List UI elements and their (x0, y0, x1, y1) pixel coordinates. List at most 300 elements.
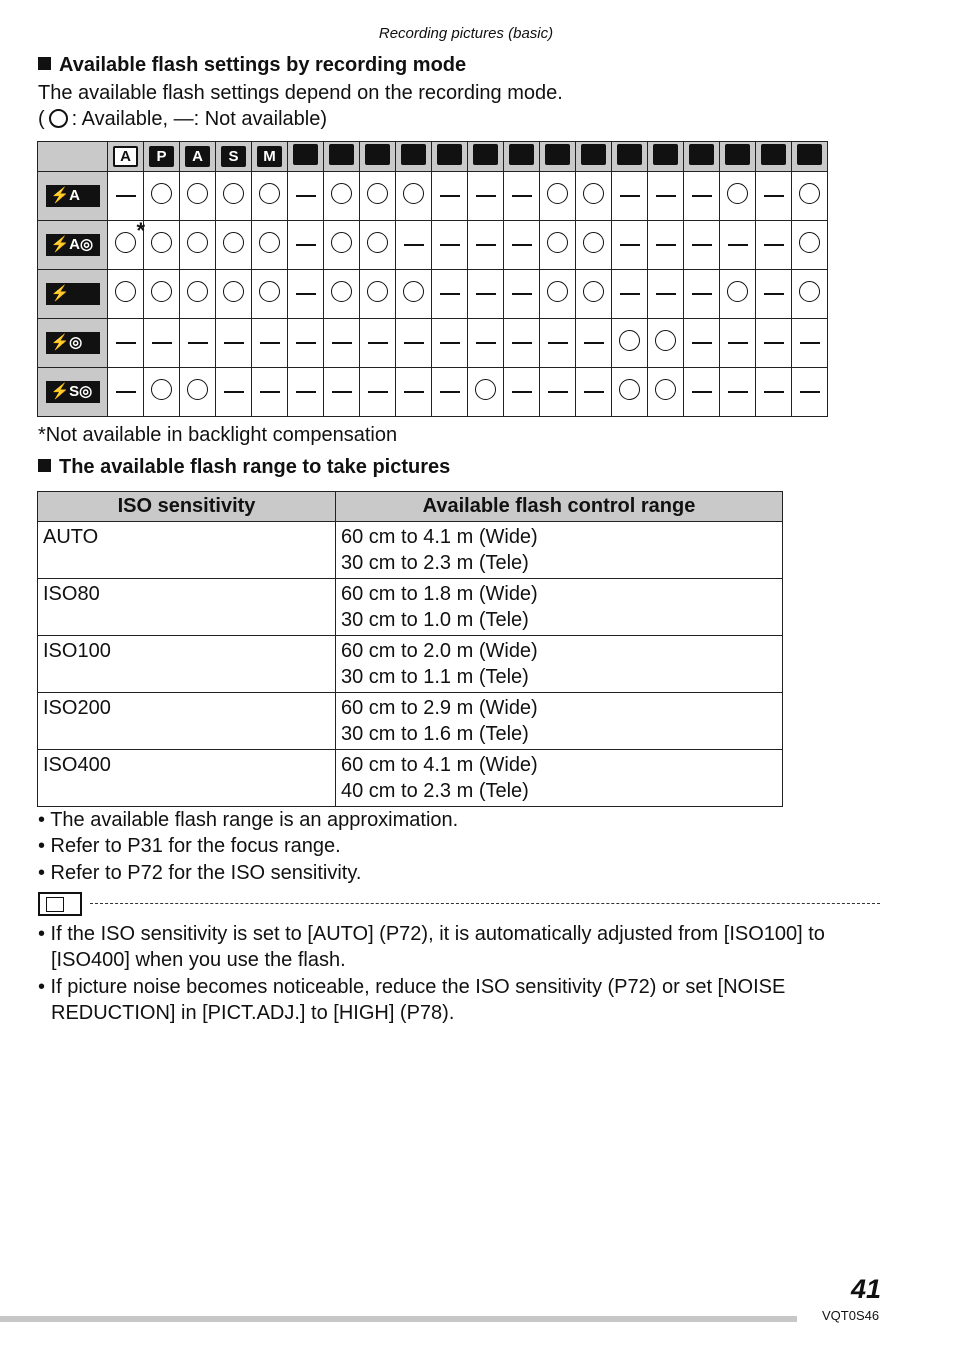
not-available-dash (296, 293, 316, 295)
flash-mode-table (37, 141, 828, 417)
flash-mode-label (38, 172, 108, 221)
flash-availability-cell (180, 270, 216, 319)
flash-availability-cell (612, 319, 648, 368)
flash-availability-cell (720, 270, 756, 319)
flash-availability-cell (108, 218, 145, 270)
flash-availability-cell (612, 221, 648, 270)
flash-availability-cell (396, 221, 432, 270)
flash-availability-cell (144, 368, 180, 417)
mode-header-cell (648, 142, 684, 172)
not-available-dash (512, 244, 532, 246)
flash-availability-cell (144, 270, 180, 319)
not-available-dash (332, 391, 352, 393)
not-available-dash (116, 342, 136, 344)
flash-availability-cell (504, 319, 540, 368)
flash-availability-cell (468, 172, 504, 221)
flash-availability-cell (648, 368, 684, 417)
flash-availability-cell (252, 368, 288, 417)
flash-availability-cell (576, 368, 612, 417)
not-available-dash (620, 244, 640, 246)
not-available-dash (116, 391, 136, 393)
flash-availability-cell (396, 270, 432, 319)
sports-icon (365, 144, 390, 165)
section-header: Recording pictures (basic) (378, 25, 554, 42)
not-available-dash (764, 342, 784, 344)
not-available-dash (260, 391, 280, 393)
flash-mode-icon: ⚡S◎ (46, 381, 100, 403)
note-noise: • If picture noise becomes noticeable, reduce the ISO sensitivity (P72) or set [NOISE REDUCTION] in [PICT.ADJ.] to [HIGH] (P78). (38, 976, 786, 1024)
flash-availability-cell (540, 319, 576, 368)
flash-availability-cell (108, 319, 144, 368)
not-available-dash (620, 195, 640, 197)
available-circle-icon (223, 232, 244, 253)
flash-availability-cell (252, 270, 288, 319)
flash-mode-label (38, 221, 108, 270)
mode-header-cell (756, 142, 792, 172)
flash-availability-cell (720, 319, 756, 368)
not-available-dash (512, 342, 532, 344)
available-circle-icon (187, 232, 208, 253)
flash-availability-cell (252, 221, 288, 270)
flash-availability-cell (288, 368, 324, 417)
self-portrait-icon (797, 144, 822, 165)
mode-header-cell (792, 142, 828, 172)
flash-availability-cell (540, 368, 576, 417)
mode-header-cell (504, 142, 540, 172)
flash-mode-icon: ⚡◎ (46, 332, 100, 354)
not-available-dash (692, 244, 712, 246)
available-circle-icon (547, 281, 568, 302)
flash-availability-cell (648, 172, 684, 221)
flash-mode-label (38, 270, 108, 319)
flash-availability-cell (144, 172, 180, 221)
not-available-dash (728, 342, 748, 344)
bullet-focus-range: • Refer to P31 for the focus range. (38, 835, 341, 857)
not-available-dash (476, 342, 496, 344)
available-circle-icon (403, 281, 424, 302)
flash-availability-cell (468, 270, 504, 319)
iso-cell: ISO80 (38, 579, 336, 636)
not-available-dash (692, 391, 712, 393)
flash-mode-row (38, 172, 828, 221)
note-divider (90, 903, 880, 904)
not-available-dash (116, 195, 136, 197)
wide-range: 60 cm to 4.1 m (Wide) (341, 526, 538, 548)
flash-availability-cell (432, 270, 468, 319)
flash-availability-cell (792, 270, 828, 319)
not-available-dash (476, 195, 496, 197)
flash-mode-label (38, 368, 108, 417)
available-circle-icon (151, 379, 172, 400)
page-number: 41 (851, 1274, 882, 1304)
flash-availability-cell (144, 221, 180, 270)
available-circle-icon (619, 330, 640, 351)
not-available-dash (440, 293, 460, 295)
flash-mode-label (38, 319, 108, 368)
not-available-dash (584, 342, 604, 344)
flash-availability-cell (648, 221, 684, 270)
table-corner (38, 142, 108, 172)
available-circle-icon (403, 183, 424, 204)
available-circle-icon (799, 183, 820, 204)
mode-header-cell (612, 142, 648, 172)
not-available-dash (692, 342, 712, 344)
flash-availability-cell (756, 319, 792, 368)
wide-range: 60 cm to 2.9 m (Wide) (341, 697, 538, 719)
available-circle-icon (799, 281, 820, 302)
note-icon (38, 892, 82, 916)
available-circle-icon (619, 379, 640, 400)
flash-availability-cell (720, 172, 756, 221)
flash-availability-cell (324, 221, 360, 270)
mode-header-cell (144, 142, 180, 172)
flash-availability-cell (648, 319, 684, 368)
available-circle-icon (187, 183, 208, 204)
not-available-dash (764, 391, 784, 393)
iso-cell: AUTO (38, 522, 336, 579)
not-available-dash (440, 342, 460, 344)
flash-availability-cell (324, 368, 360, 417)
not-available-dash (296, 244, 316, 246)
flash-availability-cell (504, 270, 540, 319)
not-available-dash (260, 342, 280, 344)
night-portrait-icon (473, 144, 498, 165)
available-circle-icon (115, 281, 136, 302)
flash-availability-cell (612, 172, 648, 221)
available-circle-icon (49, 109, 68, 128)
not-available-dash (296, 391, 316, 393)
wide-range: 60 cm to 1.8 m (Wide) (341, 583, 538, 605)
not-available-dash (296, 342, 316, 344)
available-circle-icon (799, 232, 820, 253)
flash-availability-cell (216, 172, 252, 221)
mode-header-cell (324, 142, 360, 172)
not-available-dash (656, 195, 676, 197)
not-available-dash (656, 244, 676, 246)
available-circle-icon (187, 281, 208, 302)
flash-availability-cell (324, 172, 360, 221)
not-available-dash (224, 391, 244, 393)
flash-availability-cell (288, 270, 324, 319)
flash-availability-cell (756, 368, 792, 417)
flash-availability-cell (252, 319, 288, 368)
mode-s-icon: S (221, 146, 246, 167)
available-circle-icon (583, 281, 604, 302)
night-scenery-icon (509, 144, 534, 165)
available-circle-icon (259, 232, 280, 253)
flash-availability-cell (684, 368, 720, 417)
fireworks-icon (617, 144, 642, 165)
not-available-dash (728, 244, 748, 246)
flash-availability-cell (612, 270, 648, 319)
iso-header: ISO sensitivity (38, 492, 336, 522)
document-code: VQT0S46 (822, 1308, 880, 1323)
not-available-dash (584, 391, 604, 393)
flash-availability-cell (396, 172, 432, 221)
available-circle-icon (331, 281, 352, 302)
mode-m-icon: M (257, 146, 282, 167)
flash-availability-cell (288, 221, 324, 270)
flash-availability-cell (612, 368, 648, 417)
flash-availability-cell (540, 270, 576, 319)
flash-range-heading: The available flash range to take pictures (38, 456, 450, 479)
range-cell (336, 750, 783, 807)
flash-availability-cell (468, 368, 504, 417)
flash-availability-cell (180, 221, 216, 270)
available-circle-icon (367, 183, 388, 204)
backlight-footnote: *Not available in backlight compensation (38, 424, 398, 446)
flash-availability-cell (360, 172, 396, 221)
not-available-dash (224, 342, 244, 344)
wide-range: 60 cm to 2.0 m (Wide) (341, 640, 538, 662)
not-available-dash (692, 293, 712, 295)
not-available-dash (656, 293, 676, 295)
flash-availability-cell (756, 172, 792, 221)
mode-header-cell (360, 142, 396, 172)
flash-availability-cell (216, 270, 252, 319)
scenery-icon (437, 144, 462, 165)
flash-availability-cell (792, 221, 828, 270)
flash-availability-cell (396, 368, 432, 417)
flash-availability-cell (108, 368, 144, 417)
not-available-dash (800, 342, 820, 344)
flash-mode-icon: ⚡ (46, 283, 100, 305)
mode-header-cell (180, 142, 216, 172)
flash-availability-cell (360, 221, 396, 270)
square-bullet-icon (38, 459, 51, 472)
not-available-dash (368, 342, 388, 344)
not-available-dash (512, 293, 532, 295)
not-available-dash (476, 244, 496, 246)
table-row (38, 693, 783, 750)
flash-availability-cell (648, 270, 684, 319)
not-available-dash (692, 195, 712, 197)
flash-availability-cell (432, 221, 468, 270)
available-circle-icon (727, 281, 748, 302)
flash-availability-cell (468, 319, 504, 368)
flash-availability-cell (792, 172, 828, 221)
not-available-dash (620, 293, 640, 295)
available-circle-icon (655, 379, 676, 400)
party-icon (545, 144, 570, 165)
not-available-dash (440, 391, 460, 393)
available-circle-icon (367, 232, 388, 253)
mode-header-cell (540, 142, 576, 172)
not-available-dash (476, 293, 496, 295)
flash-availability-cell (684, 221, 720, 270)
flash-availability-cell (720, 368, 756, 417)
flash-availability-cell (288, 319, 324, 368)
flash-availability-cell (432, 172, 468, 221)
available-circle-icon (367, 281, 388, 302)
not-available-dash (548, 342, 568, 344)
note-iso-auto: • If the ISO sensitivity is set to [AUTO] (P72), it is automatically adjusted from [ISO100] to [ISO400] when you use the flash. (38, 923, 825, 971)
flash-availability-cell (504, 368, 540, 417)
flash-settings-intro: The available flash settings depend on the recording mode. (38, 82, 563, 104)
not-available-dash (512, 195, 532, 197)
not-available-dash (728, 391, 748, 393)
flash-availability-cell (684, 270, 720, 319)
available-circle-icon (151, 183, 172, 204)
flash-availability-cell (108, 172, 144, 221)
flash-availability-cell (216, 319, 252, 368)
iso-cell: ISO200 (38, 693, 336, 750)
film-icon (293, 144, 318, 165)
flash-availability-cell (360, 368, 396, 417)
mode-header-cell (576, 142, 612, 172)
flash-availability-cell (360, 319, 396, 368)
portrait-icon (329, 144, 354, 165)
flash-availability-cell (144, 319, 180, 368)
flash-availability-cell (576, 319, 612, 368)
available-circle-icon (151, 232, 172, 253)
available-circle-icon (331, 183, 352, 204)
flash-availability-cell (216, 221, 252, 270)
not-available-dash (332, 342, 352, 344)
available-circle-icon (331, 232, 352, 253)
flash-availability-cell (108, 270, 144, 319)
not-available-dash (764, 293, 784, 295)
flash-availability-cell (576, 221, 612, 270)
flash-availability-cell (216, 368, 252, 417)
mode-p-icon: P (149, 146, 174, 167)
tele-range: 30 cm to 2.3 m (Tele) (341, 552, 529, 574)
flash-legend: ( : Available, —: Not available) (38, 108, 327, 130)
flash-availability-cell (468, 221, 504, 270)
flash-availability-cell (360, 270, 396, 319)
not-available-dash (188, 342, 208, 344)
baby-icon (725, 144, 750, 165)
flash-availability-cell (432, 319, 468, 368)
flash-range-table (37, 491, 783, 807)
bullet-iso-ref: • Refer to P72 for the ISO sensitivity. (38, 862, 362, 884)
table-row (38, 636, 783, 693)
flash-availability-cell (180, 368, 216, 417)
flash-availability-cell (684, 319, 720, 368)
not-available-dash (764, 244, 784, 246)
mode-header-cell (720, 142, 756, 172)
not-available-dash (440, 195, 460, 197)
flash-availability-cell (576, 172, 612, 221)
starry-sky-icon (761, 144, 786, 165)
flash-availability-cell (180, 319, 216, 368)
available-circle-icon (151, 281, 172, 302)
candle-light-icon (581, 144, 606, 165)
flash-availability-cell (684, 172, 720, 221)
flash-mode-row (38, 270, 828, 319)
flash-availability-cell (288, 172, 324, 221)
cocktail-icon (653, 144, 678, 165)
flash-availability-cell (396, 319, 432, 368)
not-available-dash (404, 244, 424, 246)
flash-availability-cell (756, 270, 792, 319)
mode-header-cell (396, 142, 432, 172)
mode-a-icon: A (185, 146, 210, 167)
available-circle-icon (259, 183, 280, 204)
mode-header-cell (468, 142, 504, 172)
tele-range: 30 cm to 1.6 m (Tele) (341, 723, 529, 745)
mode-header-cell (216, 142, 252, 172)
flash-availability-cell (504, 172, 540, 221)
flash-availability-cell (504, 221, 540, 270)
available-circle-icon (475, 379, 496, 400)
flash-mode-row (38, 368, 828, 417)
mode-header-cell (252, 142, 288, 172)
table-row (38, 522, 783, 579)
mode-a-icon: A (113, 146, 138, 167)
available-circle-icon (259, 281, 280, 302)
flash-mode-row (38, 221, 828, 270)
snow-icon (689, 144, 714, 165)
flash-settings-heading: Available flash settings by recording mode (38, 54, 466, 77)
food-icon (401, 144, 426, 165)
range-cell (336, 522, 783, 579)
flash-mode-icon: ⚡A◎ (46, 234, 100, 256)
not-available-dash (548, 391, 568, 393)
mode-header-cell (684, 142, 720, 172)
table-header-row (38, 492, 783, 522)
table-row (38, 579, 783, 636)
available-circle-icon (583, 232, 604, 253)
mode-header-cell (108, 142, 144, 172)
range-cell (336, 636, 783, 693)
wide-range: 60 cm to 4.1 m (Wide) (341, 754, 538, 776)
flash-availability-cell (324, 270, 360, 319)
flash-availability-cell (324, 319, 360, 368)
available-circle-icon (655, 330, 676, 351)
available-circle-icon (727, 183, 748, 204)
tele-range: 30 cm to 1.1 m (Tele) (341, 666, 529, 688)
not-available-dash (440, 244, 460, 246)
footer-bar (0, 1316, 797, 1322)
flash-mode-icon: ⚡A (46, 185, 100, 207)
available-circle-icon (223, 281, 244, 302)
flash-availability-cell (756, 221, 792, 270)
tele-range: 30 cm to 1.0 m (Tele) (341, 609, 529, 631)
flash-availability-cell (180, 172, 216, 221)
table-row (38, 750, 783, 807)
available-circle-icon (583, 183, 604, 204)
available-circle-icon (115, 232, 136, 253)
range-cell (336, 693, 783, 750)
asterisk-mark: * (136, 218, 145, 243)
square-bullet-icon (38, 57, 51, 70)
flash-availability-cell (540, 172, 576, 221)
flash-availability-cell (576, 270, 612, 319)
bullet-approximation: • The available flash range is an approximation. (38, 809, 459, 831)
range-cell (336, 579, 783, 636)
not-available-dash (404, 342, 424, 344)
available-circle-icon (223, 183, 244, 204)
flash-availability-cell (792, 319, 828, 368)
not-available-dash (800, 391, 820, 393)
available-circle-icon (547, 232, 568, 253)
not-available-dash (368, 391, 388, 393)
iso-cell: ISO400 (38, 750, 336, 807)
flash-availability-cell (720, 221, 756, 270)
iso-cell: ISO100 (38, 636, 336, 693)
not-available-dash (404, 391, 424, 393)
not-available-dash (152, 342, 172, 344)
range-header: Available flash control range (336, 492, 783, 522)
flash-availability-cell (432, 368, 468, 417)
mode-header-cell (432, 142, 468, 172)
mode-header-row (38, 142, 828, 172)
not-available-dash (296, 195, 316, 197)
flash-availability-cell (792, 368, 828, 417)
available-circle-icon (187, 379, 208, 400)
flash-availability-cell (540, 221, 576, 270)
